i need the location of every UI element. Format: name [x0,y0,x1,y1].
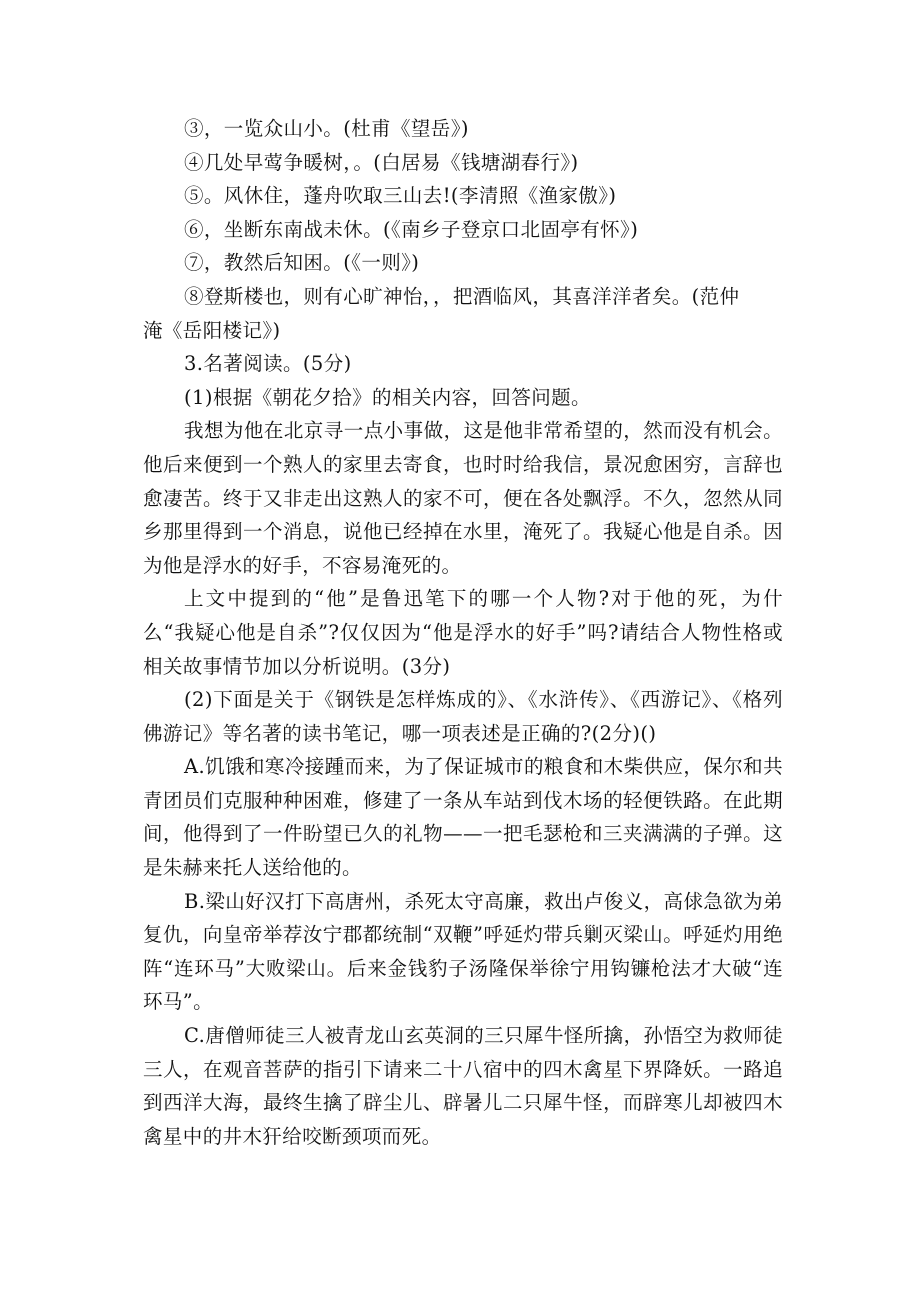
poem-line-5: ⑤。风休住，蓬舟吹取三山去!(李清照《渔家傲》) [184,184,617,208]
question-3-2-title: (2)下面是关于《钢铁是怎样炼成的》、《水浒传》、《西游记》、《格列佛游记》等名著的读书笔记，哪一项表述是正确的?(2分)() [143,688,783,745]
poem-line-8-part1: ⑧登斯楼也，则有心旷神怡，，把酒临风，其喜洋洋者矣。(范仲 [184,284,740,308]
poem-line-3: ③，一览众山小。(杜甫《望岳》) [184,117,469,140]
question-3-1-title: (1)根据《朝花夕拾》的相关内容，回答问题。 [184,385,591,409]
passage-text: 我想为他在北京寻一点小事做，这是他非常希望的，然而没有机会。他后来便到一个熟人的家里去寄食，也时时给我信，景况愈困穷，言辞也愈凄苦。终于又非走出这熟人的家不可，便在各处飘浮。不久，忽然从同乡那里得到一个消息，说他已经掉在水里，淹死了。我疑心他是自杀。因为他是浮水的好手，不容易淹死的。 [143,419,783,577]
option-a: A.饥饿和寒冷接踵而来，为了保证城市的粮食和木柴供应，保尔和共青团员们克服种种困难，修建了一条从车站到伐木场的轻便铁路。在此期间，他得到了一件盼望已久的礼物——一把毛瑟枪和三夹满满的子弹。这是朱赫来托人送给他的。 [143,755,783,880]
question-3-title: 3.名著阅读。(5分) [184,352,352,376]
poem-line-6: ⑥，坐断东南战未休。(《南乡子登京口北固亭有怀》) [184,217,639,241]
option-b: B.梁山好汉打下高唐州，杀死太守高廉，救出卢俊义，高俅急欲为弟复仇，向皇帝举荐汝宁郡都统制“双鞭”呼延灼带兵剿灭梁山。呼延灼用绝阵“连环马”大败梁山。后来金钱豹子汤隆保举徐宁用钩镰枪法才大破“连环马”。 [143,889,783,1014]
question-3-1-text: 上文中提到的“他”是鲁迅笔下的哪一个人物?对于他的死，为什么“我疑心他是自杀”?仅仅因为“他是浮水的好手”吗?请结合人物性格或相关故事情节加以分析说明。(3分) [143,587,783,678]
document-page [143,112,783,1153]
poem-line-4: ④几处早莺争暖树，。(白居易《钱塘湖春行》) [184,150,579,174]
poem-line-7: ⑦，教然后知困。(《一则》) [184,251,420,275]
option-c: C.唐僧师徒三人被青龙山玄英洞的三只犀牛怪所擒，孙悟空为救师徒三人，在观音菩萨的指引下请来二十八宿中的四木禽星下界降妖。一路追到西洋大海，最终生擒了辟尘儿、辟暑儿二只犀牛怪，而辟寒儿却被四木禽星中的井木犴给咬断颈项而死。 [143,1024,783,1148]
poem-line-8-part2: 淹《岳阳楼记》) [143,318,281,342]
